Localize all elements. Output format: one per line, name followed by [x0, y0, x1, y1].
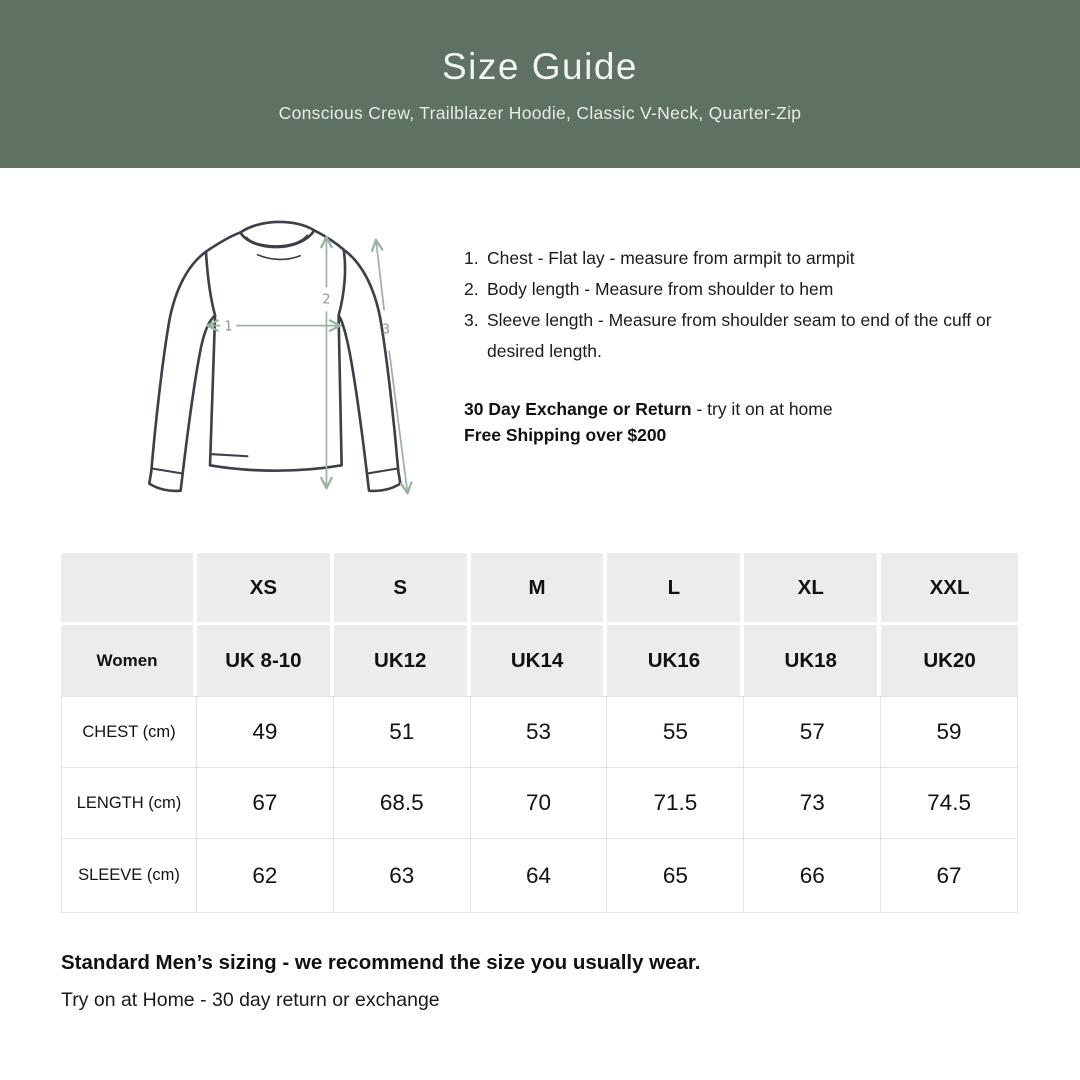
sleeve-value: 63	[334, 839, 471, 913]
exchange-policy-line	[464, 396, 1010, 422]
size-header-s: S	[334, 553, 471, 625]
uk-size-s: UK12	[334, 625, 471, 696]
length-value: 71.5	[607, 768, 744, 839]
step-text: Body length - Measure from shoulder to hem	[487, 279, 834, 299]
table-corner-cell	[61, 553, 197, 625]
step-body-length	[464, 274, 1010, 305]
sleeve-value: 62	[197, 839, 334, 913]
measurement-info	[464, 243, 1010, 448]
size-header-m: M	[471, 553, 608, 625]
shirt-diagram	[128, 206, 452, 510]
chest-value: 55	[607, 696, 744, 768]
row-label-sleeve: SLEEVE (cm)	[61, 839, 197, 913]
row-label-chest: CHEST (cm)	[61, 696, 197, 768]
sleeve-value: 66	[744, 839, 881, 913]
step-number: 1.	[464, 248, 479, 268]
free-shipping-bold: Free Shipping over $200	[464, 425, 667, 445]
free-shipping-line	[464, 422, 1010, 448]
step-number: 3.	[464, 310, 479, 330]
chest-value: 53	[471, 696, 608, 768]
chest-value: 51	[334, 696, 471, 768]
length-value: 74.5	[881, 768, 1018, 839]
step-number: 2.	[464, 279, 479, 299]
exchange-policy-bold: 30 Day Exchange or Return	[464, 399, 692, 419]
sleeve-value: 65	[607, 839, 744, 913]
sleeve-value: 64	[471, 839, 608, 913]
chest-value: 59	[881, 696, 1018, 768]
length-value: 73	[744, 768, 881, 839]
measure-label-2: 2	[322, 292, 331, 308]
uk-size-xxl: UK20	[881, 625, 1018, 696]
sizing-note-bold: Standard Men’s sizing - we recommend the size you usually wear.	[61, 951, 701, 974]
length-value: 67	[197, 768, 334, 839]
step-text: Sleeve length - Measure from shoulder seam to end of the cuff or desired length.	[487, 310, 992, 361]
sleeve-value: 67	[881, 839, 1018, 913]
step-sleeve-length	[464, 305, 1010, 367]
size-header-xs: XS	[197, 553, 334, 625]
size-header-xxl: XXL	[881, 553, 1018, 625]
size-header-l: L	[607, 553, 744, 625]
length-value: 70	[471, 768, 608, 839]
chest-value: 49	[197, 696, 334, 768]
size-header-xl: XL	[744, 553, 881, 625]
shirt-body	[149, 222, 400, 491]
women-row-label: Women	[61, 625, 197, 696]
step-chest	[464, 243, 1010, 274]
shirt-line-art	[128, 206, 452, 510]
uk-size-l: UK16	[607, 625, 744, 696]
exchange-policy-rest: - try it on at home	[691, 399, 833, 419]
sizing-note-regular: Try on at Home - 30 day return or exchange	[61, 989, 440, 1011]
size-table	[61, 553, 1018, 913]
step-text: Chest - Flat lay - measure from armpit to armpit	[487, 248, 855, 268]
length-value: 68.5	[334, 768, 471, 839]
measurement-steps	[464, 243, 1010, 367]
row-label-length: LENGTH (cm)	[61, 768, 197, 839]
measure-label-3: 3	[382, 322, 391, 338]
chest-value: 57	[744, 696, 881, 768]
page-title: Size Guide	[442, 46, 638, 87]
promo-lines	[464, 396, 1010, 448]
uk-size-m: UK14	[471, 625, 608, 696]
uk-size-xl: UK18	[744, 625, 881, 696]
measure-label-1: 1	[224, 319, 233, 335]
page-subtitle: Conscious Crew, Trailblazer Hoodie, Classic V-Neck, Quarter-Zip	[278, 103, 802, 123]
header-banner	[0, 0, 1080, 168]
uk-size-xs: UK 8-10	[197, 625, 334, 696]
shirt-left-sleeve	[149, 252, 215, 491]
